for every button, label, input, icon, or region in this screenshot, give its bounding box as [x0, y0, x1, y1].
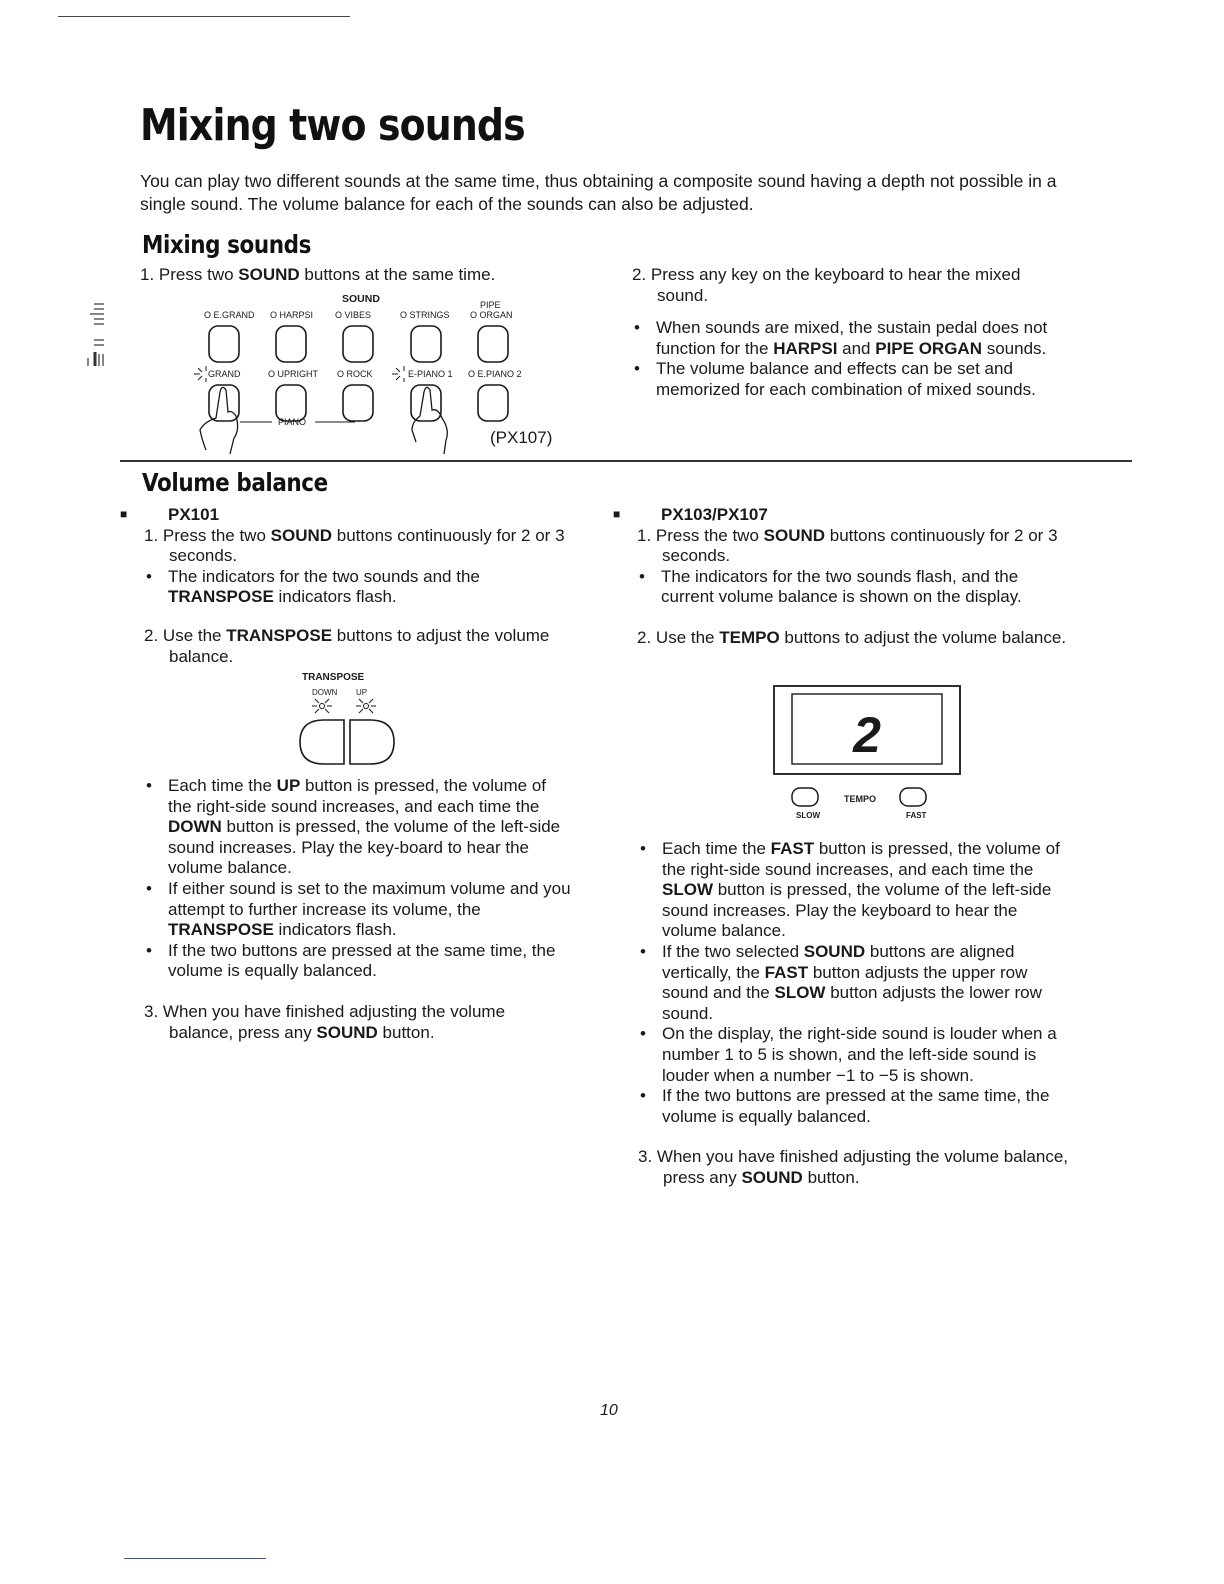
label-vibes: O VIBES	[335, 310, 372, 320]
px101-bullet2: • Each time the UP button is pressed, the volume of the right-side sound increases, and each time the DOWN button is pressed, the volume of the left-side sound increases. Play the key-board to hear the volume balance.	[144, 776, 574, 879]
up-label: UP	[356, 688, 368, 697]
volume-heading: Volume balance	[142, 468, 328, 497]
px101-bullet4: • If the two buttons are pressed at the same time, the volume is equally balanced.	[144, 941, 574, 982]
mixing-bullet2: • The volume balance and effects can be set and memorized for each combination of mixed sounds.	[632, 359, 1072, 400]
fast-button	[900, 788, 926, 806]
label-grand: GRAND	[208, 369, 241, 379]
sound-button-strings	[411, 326, 441, 362]
tempo-label: TEMPO	[844, 794, 877, 804]
model-label: (PX107)	[490, 428, 553, 447]
top-rule	[58, 16, 350, 17]
display-diagram	[770, 684, 966, 824]
sound-button-organ	[478, 326, 508, 362]
px103-bullet2: • Each time the FAST button is pressed, the volume of the right-side sound increases, and each time the SLOW button is pressed, the volume of the left-side sound increases. Play the keyboard to hear the volume balance.	[638, 839, 1070, 942]
px103-step3: 3. When you have finished adjusting the volume balance, press any SOUND button.	[638, 1147, 1069, 1187]
px103-bullet3: • If the two selected SOUND buttons are aligned vertically, the FAST button adjusts the upper row sound and the SLOW button adjusts the lower row sound.	[638, 942, 1070, 1024]
px103-bullet5: • If the two buttons are pressed at the same time, the volume is equally balanced.	[638, 1086, 1070, 1127]
px103-bullet1: • The indicators for the two sounds flash, and the current volume balance is shown on the display.	[637, 567, 1073, 608]
mixing-heading: Mixing sounds	[142, 230, 311, 259]
piano-label: PIANO	[278, 417, 307, 427]
down-label: DOWN	[312, 688, 338, 697]
px103-step2: 2. Use the TEMPO buttons to adjust the volume balance.	[637, 627, 1067, 647]
down-button	[300, 720, 344, 764]
px101-column-top	[144, 504, 572, 667]
fast-label: FAST	[906, 811, 927, 820]
px103-step1: 1. Press the two SOUND buttons continuously for 2 or 3 seconds.	[637, 525, 1058, 566]
label-strings: O STRINGS	[400, 310, 450, 320]
px101-bullet3: • If either sound is set to the maximum volume and you attempt to further increase its volume, the TRANSPOSE indicators flash.	[144, 879, 574, 941]
sound-button-egrand	[209, 326, 239, 362]
sound-button-grand	[209, 385, 239, 421]
sound-label: SOUND	[342, 293, 380, 305]
sound-button-harpsi	[276, 326, 306, 362]
mixing-step2: 2. Press any key on the keyboard to hear the mixed sound.	[632, 265, 1021, 305]
mixing-right-column	[632, 265, 1072, 401]
px103-column-bottom	[638, 839, 1070, 1189]
mixing-step1: 1. Press two SOUND buttons at the same time.	[140, 265, 496, 284]
label-epiano1: E-PIANO 1	[408, 369, 453, 379]
px101-step2: 2. Use the TRANSPOSE buttons to adjust the volume balance.	[144, 625, 550, 666]
sound-button-epiano2	[478, 385, 508, 421]
transpose-diagram	[290, 668, 430, 768]
slow-button	[792, 788, 818, 806]
sound-button-vibes	[343, 326, 373, 362]
label-organ: O ORGAN	[470, 310, 513, 320]
px101-step3: 3. When you have finished adjusting the volume balance, press any SOUND button.	[144, 1001, 506, 1042]
px103-model: ■ PX103/PX107	[637, 504, 1073, 526]
mixing-bullet1: • When sounds are mixed, the sustain pedal does not function for the HARPSI and PIPE ORGAN sounds.	[632, 318, 1072, 359]
px101-column-bottom	[144, 776, 574, 1043]
sound-button-upright	[276, 385, 306, 421]
page-number: 10	[600, 1402, 618, 1419]
intro-paragraph: You can play two different sounds at the same time, thus obtaining a composite sound having a depth not possible in a single sound. The volume balance for each of the sounds can also be adjusted.	[140, 171, 1057, 214]
slow-label: SLOW	[796, 811, 820, 820]
bottom-rule	[124, 1558, 266, 1559]
px101-model: ■ PX101	[144, 504, 572, 526]
sound-button-epiano1	[411, 385, 441, 421]
transpose-label: TRANSPOSE	[302, 672, 365, 683]
px101-step1: 1. Press the two SOUND buttons continuously for 2 or 3 seconds.	[144, 525, 565, 566]
label-harpsi: O HARPSI	[270, 310, 314, 320]
label-egrand: O E.GRAND	[204, 310, 255, 320]
pipe-label: PIPE	[480, 300, 501, 310]
display-value: 2	[853, 707, 881, 763]
px103-column-top	[637, 504, 1073, 649]
up-button	[350, 720, 394, 764]
sound-button-rock	[343, 385, 373, 421]
px103-bullet4: • On the display, the right-side sound is louder when a number 1 to 5 is shown, and the left-side sound is louder when a number −1 to −5 is shown.	[638, 1024, 1070, 1086]
page-title: Mixing two sounds	[140, 100, 525, 151]
label-upright: O UPRIGHT	[268, 369, 319, 379]
flash-indicator-icon	[312, 699, 376, 713]
sound-buttons-diagram	[180, 290, 580, 462]
margin-marks	[86, 300, 106, 370]
label-epiano2: O E.PIANO 2	[468, 369, 522, 379]
label-rock: O ROCK	[337, 369, 373, 379]
px101-bullet1: • The indicators for the two sounds and the TRANSPOSE indicators flash.	[144, 567, 572, 608]
